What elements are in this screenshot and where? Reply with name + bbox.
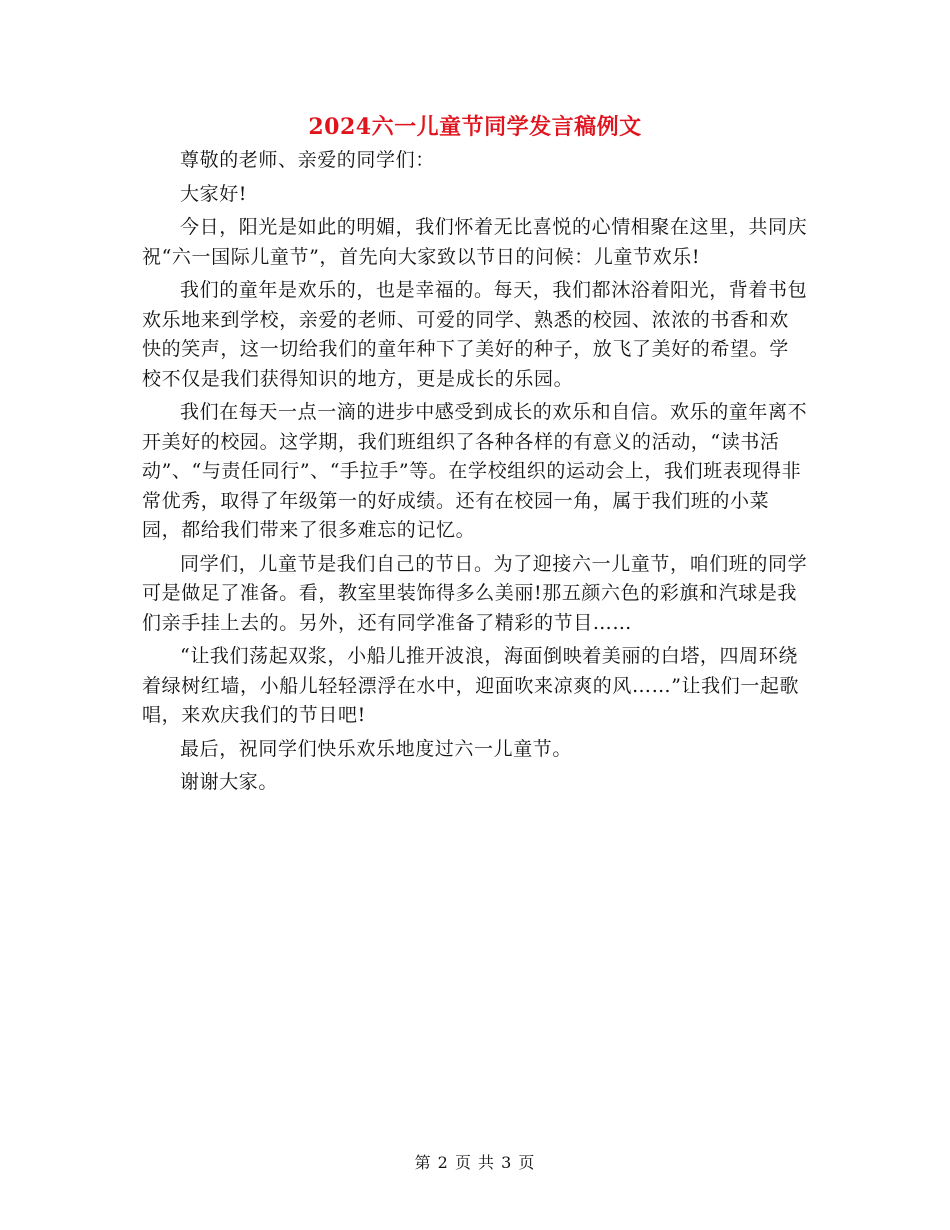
paragraph-preparation: 同学们，儿童节是我们自己的节日。为了迎接六一儿童节，咱们班的同学可是做足了准备。看，教室里装饰得多么美丽!那五颜六色的彩旗和汽球是我们亲手挂上去的。另外，还有同学准备了精彩的节目……: [142, 552, 808, 634]
paragraph-thanks: 谢谢大家。: [180, 771, 279, 793]
paragraph-growth: 我们在每天一点一滴的进步中感受到成长的欢乐和自信。欢乐的童年离不开美好的校园。这学期，我们班组织了各种各样的有意义的活动，“读书活动”、“与责任同行”、“手拉手”等。在学校组织的运动会上，我们班表现得非常优秀，取得了年级第一的好成绩。还有在校园一角，属于我们班的小菜园，都给我们带来了很多难忘的记忆。: [142, 401, 808, 541]
document-body: [142, 146, 808, 802]
paragraph-closing: 最后，祝同学们快乐欢乐地度过六一儿童节。: [180, 737, 573, 760]
paragraph-song: “让我们荡起双浆，小船儿推开波浪，海面倒映着美丽的白塔，四周环绕着绿树红墙，小船儿轻轻漂浮在水中，迎面吹来凉爽的风……”让我们一起歌唱，来欢庆我们的节日吧!: [142, 645, 800, 726]
page-title: 2024六一儿童节同学发言稿例文: [308, 114, 642, 140]
paragraph-childhood: 我们的童年是欢乐的，也是幸福的。每天，我们都沐浴着阳光，背着书包欢乐地来到学校，亲爱的老师、可爱的同学、熟悉的校园、浓浓的书香和欢快的笑声，这一切给我们的童年种下了美好的种子，放飞了美好的希望。学校不仅是我们获得知识的地方，更是成长的乐园。: [142, 279, 808, 390]
paragraph-opening: 今日，阳光是如此的明媚，我们怀着无比喜悦的心情相聚在这里，共同庆祝“六一国际儿童节”，首先向大家致以节日的问候：儿童节欢乐!: [142, 216, 808, 268]
paragraph-hello: 大家好!: [180, 182, 248, 205]
page-number: 第 2 页 共 3 页: [414, 1153, 536, 1172]
paragraph-greeting: 尊敬的老师、亲爱的同学们：: [180, 149, 435, 171]
